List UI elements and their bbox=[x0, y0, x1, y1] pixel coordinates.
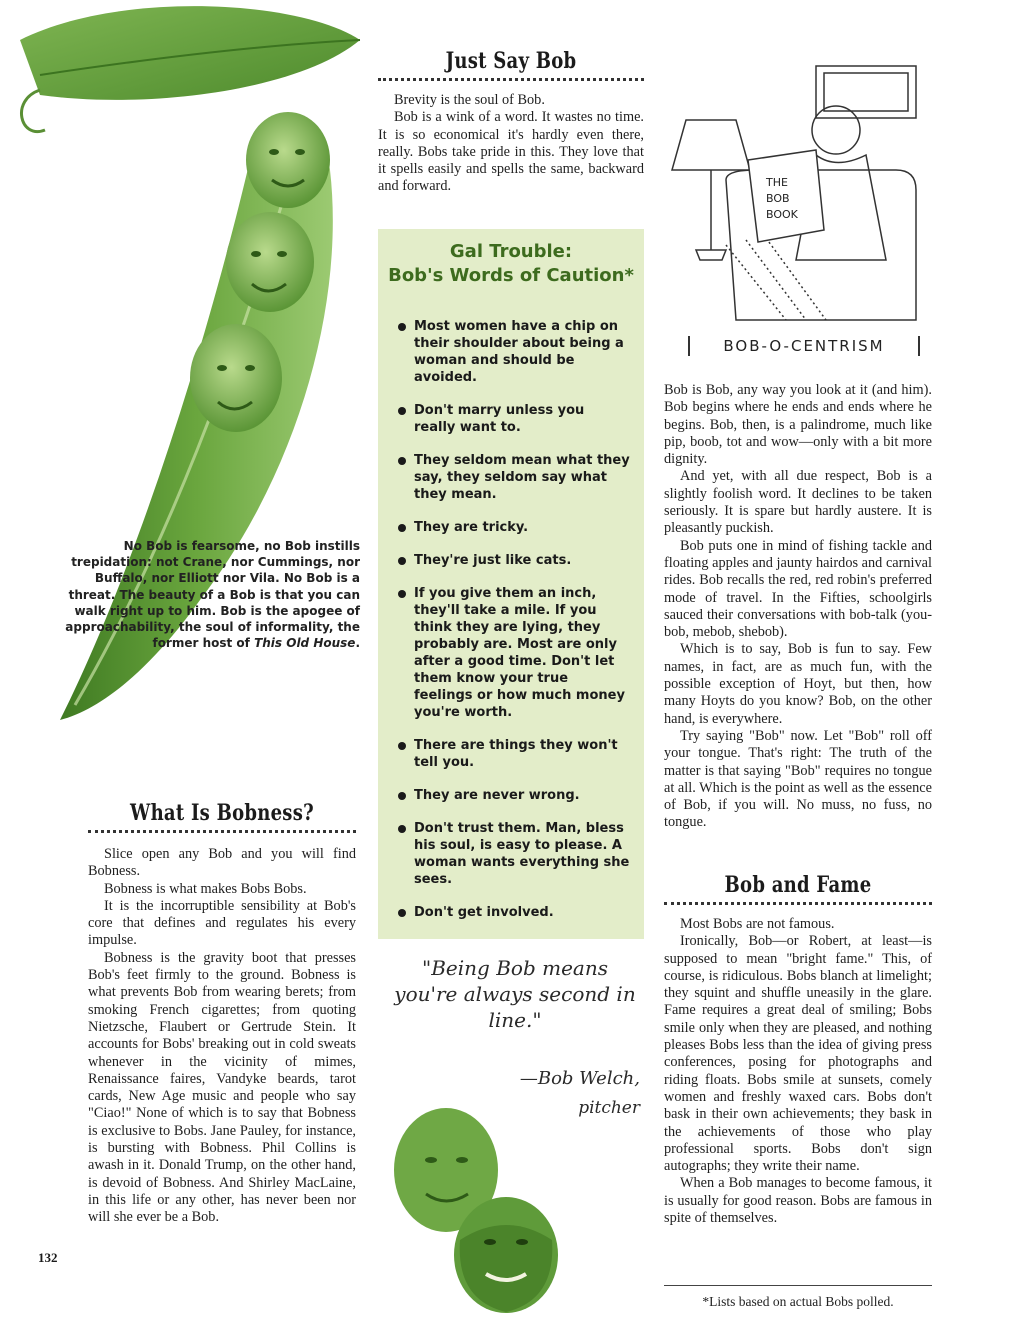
paragraph: Bob puts one in mind of fishing tackle and floating apples and jaunty hairdos and carnival rides. Bob recalls the red, red robin's preferred mode of travel. In the Fifties, schoolgirls sauced their conversations with bob-talk (you-bob, mebob, shebob). bbox=[664, 537, 932, 641]
bobness-body bbox=[88, 846, 356, 1227]
cartoon-caption: BOB-O-CENTRISM bbox=[688, 336, 920, 356]
paragraph: It is the incorruptible sensibility at Bob's core that defines and regulates his every impulse. bbox=[88, 897, 356, 949]
list-item: They seldom mean what they say, they seldom say what they mean. bbox=[396, 452, 630, 503]
pea-head-3 bbox=[190, 324, 282, 432]
heading-divider bbox=[664, 902, 932, 905]
pull-quote: "Being Bob means you're always second in line." bbox=[394, 956, 636, 1032]
paragraph: Slice open any Bob and you will find Bobness. bbox=[88, 846, 356, 880]
paragraph: Brevity is the soul of Bob. bbox=[394, 92, 545, 108]
paragraph: Ironically, Bob—or Robert, at least—is supposed to mean "bright fame." This, of course, is ridiculous. Bobs blanch at limelight; they squint and shuffle uneasily in the glare. Fame requires a great deal of smiling; Bobs smile only when they are pleased, and nothing pleases Bobs less than the idea of giving press conferences, posing for photographs and riding floats. Bobs smile at sunsets, comely women and freshly waxed cars. Bobs don't bask in their own achievements; they bask in the achievements of those who play professional sports. Bobs don't sign autographs; they write their name. bbox=[664, 933, 932, 1175]
pea-head-1 bbox=[246, 112, 330, 208]
heading-divider bbox=[378, 78, 644, 81]
leaf-shape bbox=[20, 6, 360, 100]
list-item: Most women have a chip on their shoulder about being a woman and should be avoided. bbox=[396, 318, 630, 386]
paragraph: Try saying "Bob" now. Let "Bob" roll off your tongue. That's right: The truth of the matter is that saying "Bob" requires no tongue at all. Which is the point as well as the essence of Bob, if you will. No muss, no fuss, no tongue. bbox=[664, 727, 932, 831]
list-item: They are tricky. bbox=[396, 519, 630, 536]
bob-heads-illustration bbox=[376, 1090, 616, 1320]
caution-list bbox=[396, 318, 630, 921]
paragraph: Bobness is what makes Bobs Bobs. bbox=[104, 880, 307, 897]
book-shape bbox=[748, 150, 824, 242]
just-say-bob-body bbox=[378, 92, 644, 196]
bob-and-fame-heading: Bob and Fame bbox=[724, 872, 872, 898]
list-item: Don't marry unless you really want to. bbox=[396, 402, 630, 436]
pod-caption: No Bob is fearsome, no Bob instills trepidation: not Crane, nor Cummings, nor Buffalo, nor Elliott nor Vila. No Bob is a threat. The beauty of a Bob is that you can walk right up to him. Bob is the apogee of approachability, the soul of informality, the former host of This Old House. bbox=[65, 539, 360, 651]
list-item: They are never wrong. bbox=[396, 787, 630, 804]
book-title-line2: BOB bbox=[766, 192, 790, 205]
caption-show-title: This Old House bbox=[254, 636, 356, 651]
sidebar-title: Gal Trouble: Bob's Words of Caution* bbox=[388, 241, 634, 286]
reader-head-shape bbox=[812, 106, 860, 154]
paragraph: Most Bobs are not famous. bbox=[680, 916, 835, 932]
wall-frame-shape bbox=[816, 66, 916, 118]
list-item: If you give them an inch, they'll take a mile. If you think they are lying, they probably are. Most are only after a good time. Don't let them know your true feelings or how much money you're worth. bbox=[396, 585, 630, 721]
paragraph: Which is to say, Bob is fun to say. Few names, in fact, are as much fun, with the possible exception of Hoyt, but then, how many Hoyts do you know? Bob, on the other hand, is everywhere. bbox=[664, 641, 932, 727]
list-item: Don't trust them. Man, bless his soul, is easy to please. A woman wants everything she sees. bbox=[396, 820, 630, 888]
bob-is-bob-body bbox=[664, 382, 932, 832]
bobness-heading: What Is Bobness? bbox=[130, 800, 314, 826]
just-say-bob-heading: Just Say Bob bbox=[445, 48, 577, 74]
page-number: 132 bbox=[38, 1250, 58, 1265]
paragraph: Bob is a wink of a word. It wastes no time. It is so economical it's hardly even there, really. Bobs take pride in this. They love that it spells easily and spells the same, backward and forward. bbox=[378, 109, 644, 195]
paragraph: Bobness is the gravity boot that presses Bob's feet firmly to the ground. Bobness is what prevents Bob from wearing berets; from smoking French cigarettes; from quoting Nietzsche, Flaubert or Gertrude Stein. It accounts for Bobs' breaking out in cold sweats whenever in the vicinity of mimes, Renaissance faires, Vandyke beards, tarot cards, New Age music and people who say "Ciao!" None of which is to say that Bobness is exclusive to Bobs. Jane Pauley, for instance, is bursting with Bobness. Phil Collins is awash in it. Donald Trump, on the other hand, is devoid of Bobness. And Shirley MacLaine, in this life or any other, has never been nor will she ever be a Bob. bbox=[88, 949, 356, 1226]
bob-book-cartoon bbox=[666, 60, 936, 360]
heading-divider bbox=[88, 830, 356, 833]
paragraph: Bob is Bob, any way you look at it (and him). Bob begins where he ends and ends where he begins. Bob, then, is a palindrome, much like pip, boob, tot and wow—only with a bit more dignity. bbox=[664, 382, 932, 468]
bob-and-fame-body bbox=[664, 916, 932, 1227]
quote-author-role: pitcher bbox=[578, 1098, 640, 1118]
footnote: *Lists based on actual Bobs polled. bbox=[702, 1294, 894, 1309]
list-item: They're just like cats. bbox=[396, 552, 630, 569]
paragraph: And yet, with all due respect, Bob is a slightly foolish word. It declines to be taken seriously. It is spare but hardly austere. It is pleasantly puckish. bbox=[664, 468, 932, 537]
pea-head-2 bbox=[226, 212, 314, 312]
list-item: There are things they won't tell you. bbox=[396, 737, 630, 771]
quote-author: —Bob Welch, bbox=[519, 1068, 640, 1089]
book-title-line3: BOOK bbox=[766, 208, 798, 221]
list-item: Don't get involved. bbox=[396, 904, 630, 921]
footnote-divider bbox=[664, 1285, 932, 1286]
tendril-shape bbox=[21, 90, 45, 132]
paragraph: When a Bob manages to become famous, it is usually for good reason. Bobs are famous in spite of themselves. bbox=[664, 1175, 932, 1227]
book-title-line1: THE bbox=[766, 176, 788, 189]
lamp-shade-shape bbox=[672, 120, 750, 170]
